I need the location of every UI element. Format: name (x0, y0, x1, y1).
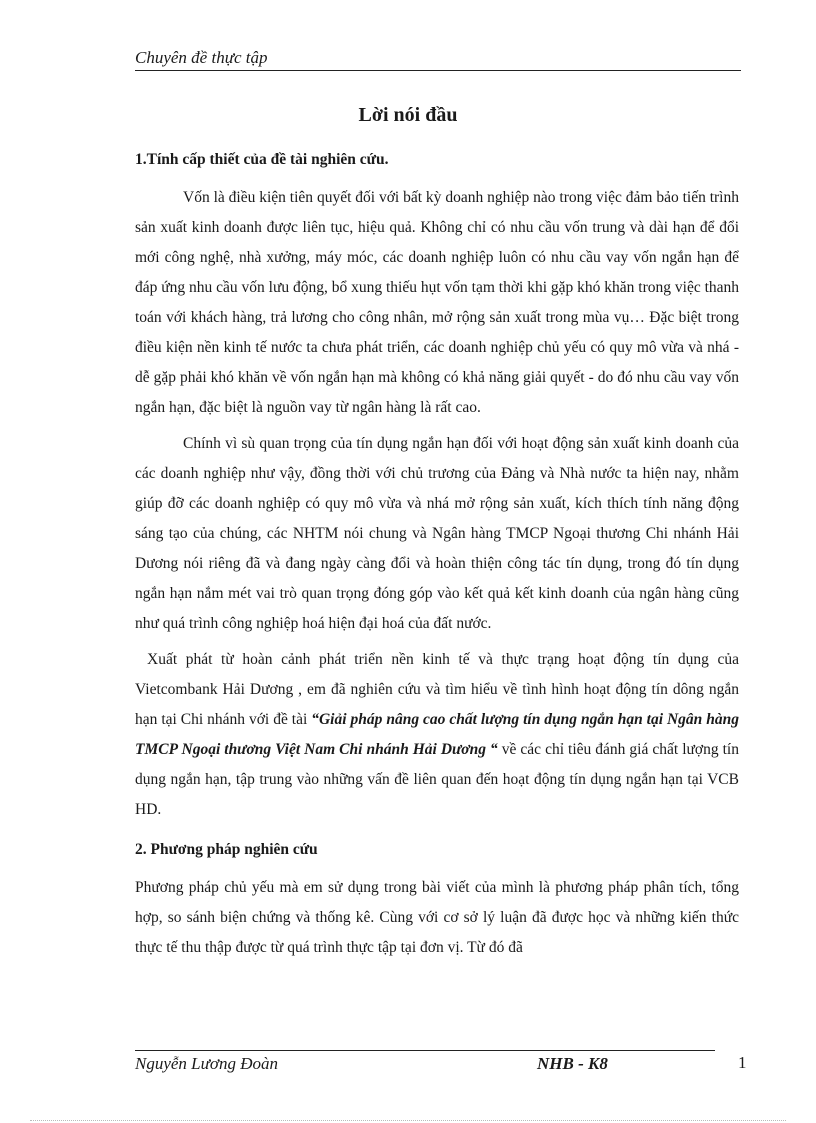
page-number: 1 (738, 1053, 747, 1072)
document-body (135, 145, 739, 969)
paragraph-3 (135, 645, 739, 825)
footer-author: Nguyễn Lương Đoàn (135, 1054, 279, 1073)
footer-rule (135, 1050, 715, 1051)
running-header: Chuyên đề thực tập (135, 48, 268, 67)
thesis-topic: “Giải pháp nâng cao chất lượng tín dụng ngắn hạn tại Ngân hàng TMCP Ngoại thương Việt Nam Chi nhánh Hải Dương “ (135, 711, 739, 758)
paragraph-3-start: Xuất phát từ hoàn cảnh phát triển nền kinh tế và thực trạng hoạt động tín dụng của Vietcombank Hải Dương , em đã nghiên cứu và tìm hiểu về tình hình hoạt động tín dông ngắn hạn tại Chi nhánh với đề tài (135, 651, 739, 728)
section-heading-2: 2. Phương pháp nghiên cứu (135, 841, 318, 858)
paragraph-2: Chính vì sù quan trọng của tín dụng ngắn hạn đối với hoạt động sản xuất kinh doanh của các doanh nghiệp như vậy, đồng thời với chủ trương của Đảng và Nhà nước ta hiện nay, nhằm giúp đỡ các doanh nghiệp có quy mô vừa và nhá mở rộng sản xuất, kích thích tính năng động sáng tạo của chúng, các NHTM nói chung và Ngân hàng TMCP Ngoại thương Chi nhánh Hải Dương nói riêng đã và đang ngày càng đổi và hoàn thiện công tác tín dụng, trong đó tín dụng ngắn hạn nắm mét vai trò quan trọng đóng góp vào kết quả kết kinh doanh của ngân hàng cũng như quá trình công nghiệp hoá hiện đại hoá của đất nước. (135, 435, 739, 632)
paragraph-1: Vốn là điều kiện tiên quyết đối với bất kỳ doanh nghiệp nào trong việc đảm bảo tiến trình sản xuất kinh doanh được liên tục, hiệu quả. Không chỉ có nhu cầu vốn trung và dài hạn để đổi mới công nghệ, nhà xưởng, máy móc, các doanh nghiệp luôn có nhu cầu vay vốn ngắn hạn để đáp ứng nhu cầu vốn lưu động, bổ xung thiếu hụt vốn tạm thời khi gặp khó khăn trong việc thanh toán với khách hàng, trả lương cho công nhân, mở rộng sản xuất trong mùa vụ… Đặc biệt trong điều kiện nền kinh tế nước ta chưa phát triển, các doanh nghiệp chủ yếu có quy mô vừa và nhá - dễ gặp phải khó khăn về vốn ngắn hạn mà không có khả năng giải quyết - do đó nhu cầu vay vốn ngắn hạn, đặc biệt là nguồn vay từ ngân hàng là rất cao. (135, 189, 740, 416)
page-boundary (30, 1120, 786, 1121)
paragraph-3-end: về các chỉ tiêu đánh giá chất lượng tín dụng ngắn hạn, tập trung vào những vấn đề liên quan đến hoạt động tín dụng ngắn hạn tại VCB HD. (135, 741, 739, 818)
paragraph-4: Phương pháp chủ yếu mà em sử dụng trong bài viết của mình là phương pháp phân tích, tổng hợp, so sánh biện chứng và thống kê. Cùng với cơ sở lý luận đã được học và những kiến thức thực tế thu thập được từ quá trình thực tập tại đơn vị. Từ đó đã (135, 879, 739, 956)
header-rule (135, 70, 741, 71)
page-title: Lời nói đầu (358, 104, 458, 126)
footer-class-code: NHB - K8 (537, 1054, 608, 1073)
section-heading-1: 1.Tính cấp thiết của đề tài nghiên cứu. (135, 151, 389, 168)
